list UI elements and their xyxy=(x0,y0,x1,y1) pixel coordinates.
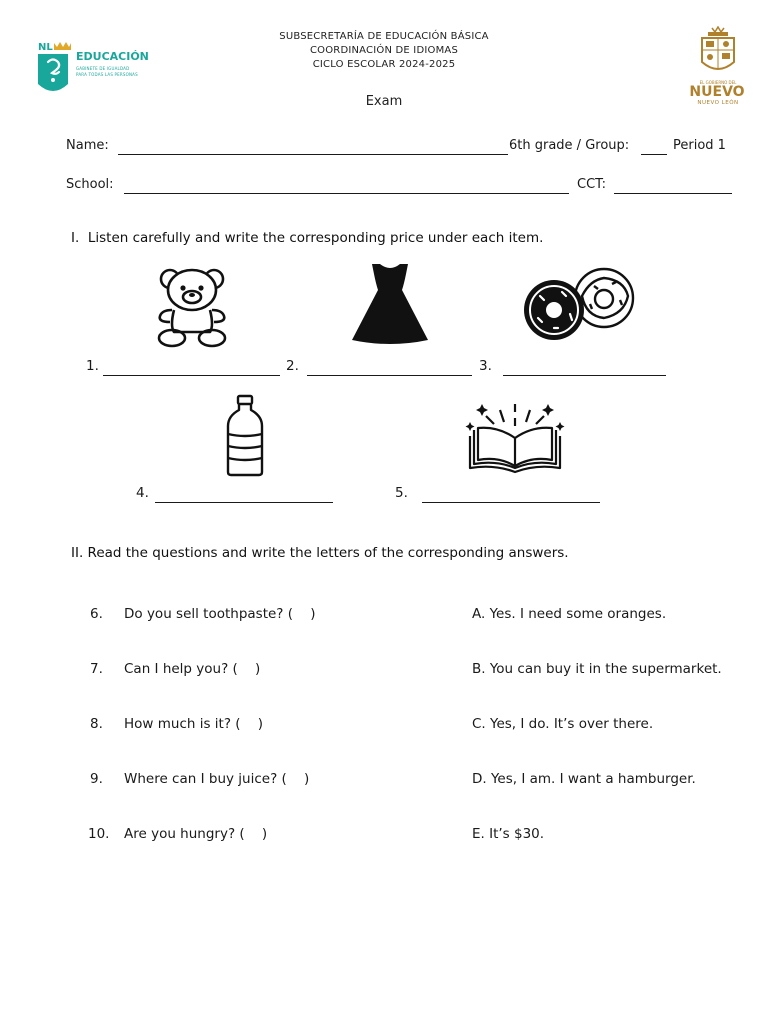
item-3-number: 3. xyxy=(479,358,492,374)
answer-c: C. Yes, I do. It’s over there. xyxy=(472,716,654,732)
answer-d: D. Yes, I am. I want a hamburger. xyxy=(472,771,696,787)
item-2-answer-field[interactable] xyxy=(307,375,472,376)
section-2-heading: II. Read the questions and write the letters of the corresponding answers. xyxy=(71,545,569,561)
item-1-number: 1. xyxy=(86,358,99,374)
question-10-text[interactable]: Are you hungry? ( ) xyxy=(124,826,268,842)
coat-of-arms-icon xyxy=(688,26,748,80)
question-8-number: 8. xyxy=(90,716,103,732)
header-line-2: COORDINACIÓN DE IDIOMAS xyxy=(309,45,458,56)
question-10-number: 10. xyxy=(88,826,110,842)
item-5-answer-field[interactable] xyxy=(422,502,600,503)
item-5-number: 5. xyxy=(395,485,408,501)
left-logo-tagline-2: PARA TODAS LAS PERSONAS xyxy=(76,72,138,77)
open-book-icon xyxy=(462,400,568,478)
question-6-text[interactable]: Do you sell toothpaste? ( ) xyxy=(124,606,316,622)
dress-icon xyxy=(348,262,432,344)
donuts-icon xyxy=(520,266,638,346)
answer-a: A. Yes. I need some oranges. xyxy=(472,606,667,622)
name-field[interactable] xyxy=(118,154,508,155)
school-label: School: xyxy=(66,177,114,192)
group-field[interactable] xyxy=(641,154,667,155)
page-title: Exam xyxy=(365,94,403,109)
left-logo-tagline-1: GABINETE DE IGUALDAD xyxy=(76,66,130,71)
name-label: Name: xyxy=(66,138,109,153)
header-line-3: CICLO ESCOLAR 2024-2025 xyxy=(312,59,456,70)
question-8-text[interactable]: How much is it? ( ) xyxy=(124,716,263,732)
cct-label: CCT: xyxy=(577,177,607,192)
question-9-number: 9. xyxy=(90,771,103,787)
answer-e: E. It’s $30. xyxy=(472,826,545,842)
water-bottle-icon xyxy=(222,394,268,478)
right-logo-sub: NUEVO LEÓN xyxy=(697,100,739,106)
svg-text:NL: NL xyxy=(38,42,53,53)
grade-group-label: 6th grade / Group: xyxy=(509,138,630,153)
right-logo-small: EL GOBIERNO DEL xyxy=(699,80,737,85)
period-label: Period 1 xyxy=(673,138,726,153)
header-line-1: SUBSECRETARÍA DE EDUCACIÓN BÁSICA xyxy=(279,31,489,42)
item-2-number: 2. xyxy=(286,358,299,374)
right-logo-big: NUEVO xyxy=(689,84,745,100)
item-4-answer-field[interactable] xyxy=(155,502,333,503)
left-logo-name: EDUCACIÓN xyxy=(76,50,149,63)
cct-field[interactable] xyxy=(614,193,732,194)
question-6-number: 6. xyxy=(90,606,103,622)
school-field[interactable] xyxy=(124,193,569,194)
item-3-answer-field[interactable] xyxy=(503,375,666,376)
answer-b: B. You can buy it in the supermarket. xyxy=(472,661,722,677)
teddy-bear-icon xyxy=(152,266,232,350)
item-4-number: 4. xyxy=(136,485,149,501)
item-1-answer-field[interactable] xyxy=(103,375,280,376)
question-7-number: 7. xyxy=(90,661,103,677)
question-9-text[interactable]: Where can I buy juice? ( ) xyxy=(124,771,310,787)
question-7-text[interactable]: Can I help you? ( ) xyxy=(124,661,261,677)
section-1-heading: I. Listen carefully and write the corresponding price under each item. xyxy=(71,230,544,246)
